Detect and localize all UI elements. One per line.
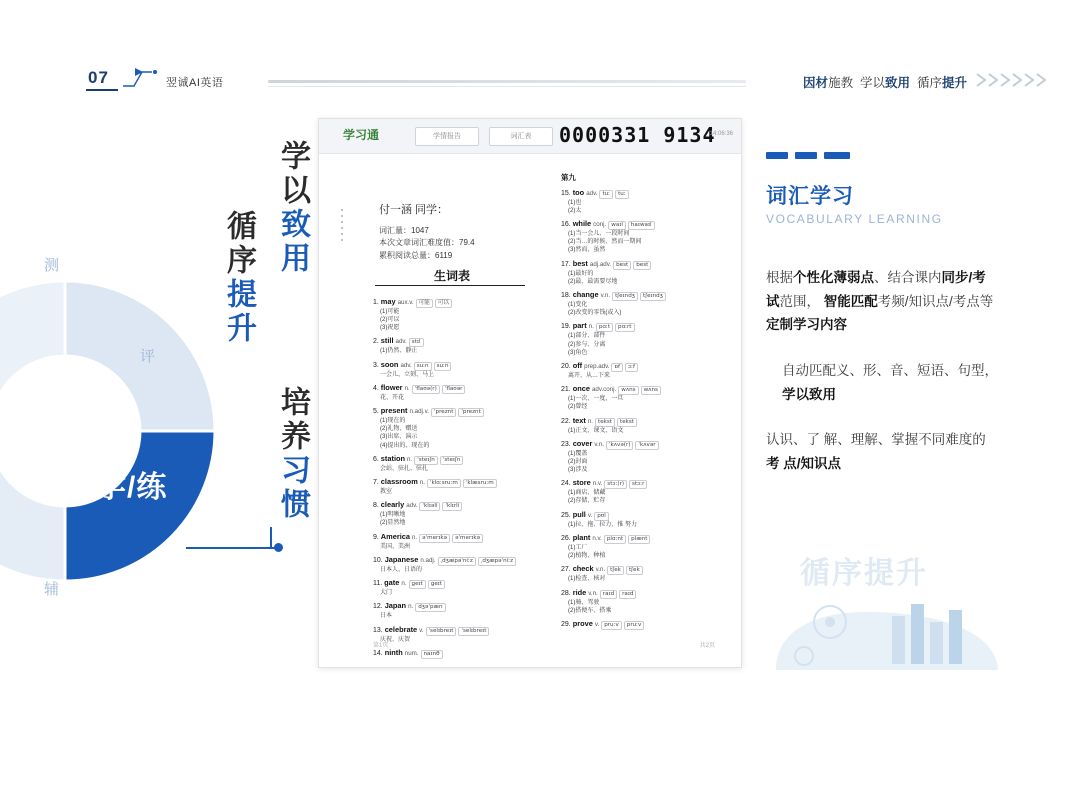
body-text: 范围， (779, 293, 824, 309)
word-meaning: (1)明晰地 (380, 512, 406, 519)
word-meaning: (1)正文、课文、语文 (568, 427, 624, 434)
section-title: 词汇学习 (766, 185, 854, 208)
word-entry (561, 439, 741, 474)
emphasis-text: 个性化薄弱点 (793, 270, 874, 285)
word-phonetic: ˈpreznt (431, 408, 456, 417)
word-index: 8. (373, 502, 379, 510)
word-term: too (572, 187, 585, 197)
word-phonetic: waɪl (608, 221, 626, 230)
page-number-underline (86, 89, 118, 91)
word-index: 13. (373, 626, 383, 634)
word-phonetic: best (633, 261, 651, 270)
word-term: plant (572, 532, 591, 542)
word-index: 16. (561, 221, 571, 229)
emphasis-text: 同步/考试 (766, 270, 986, 309)
word-phonetic: ˈkʌvər (635, 441, 658, 450)
word-phonetic: tʃek (607, 566, 624, 575)
word-index: 24. (561, 480, 571, 488)
word-pos: prep.adv. (584, 362, 610, 370)
word-phonetic: tuː (615, 190, 629, 199)
word-entry (373, 500, 553, 527)
slogan-dot (274, 543, 283, 552)
word-pos: v.n. (600, 292, 611, 300)
word-index: 26. (561, 534, 571, 542)
word-pos: n. (587, 417, 594, 425)
word-pos: n.v. (592, 480, 603, 488)
word-index: 28. (561, 589, 571, 597)
word-pos: n. (408, 603, 414, 611)
word-index: 10. (373, 556, 383, 564)
word-meaning: (2)显然地 (380, 520, 406, 527)
dash-2 (795, 152, 817, 159)
word-index: 6. (373, 455, 379, 463)
word-meaning: 花、开花 (380, 394, 405, 401)
word-phonetic: ɒf (611, 363, 623, 372)
stat-total-reading: 累积阅读总量：6119 (379, 250, 453, 260)
word-phonetic: pruːv (601, 621, 622, 630)
emphasis-text: 考 点/知识点 (766, 455, 842, 471)
word-pos: adv. (395, 338, 407, 346)
word-meaning: (2)最、最需要尽地 (568, 278, 618, 285)
word-term: store (572, 478, 591, 488)
word-phonetic: ˈsteɪʃn (440, 456, 464, 465)
word-index: 22. (561, 417, 571, 425)
word-term: off (572, 360, 583, 370)
word-meaning: 日本人、日语的 (380, 566, 423, 573)
word-meaning: 日本 (380, 613, 393, 620)
header-rule (268, 80, 746, 83)
word-phonetic: ˌdʒæpəˈniːz (438, 557, 476, 566)
word-entry (561, 290, 741, 317)
word-phonetic: ˈklɪrli (442, 502, 462, 511)
emphasis-text: 定制学习内容 (766, 317, 847, 333)
word-pos: aux.v. (397, 299, 414, 306)
slogan-line-3: 培养习惯 (276, 386, 309, 522)
word-pos: n. (588, 323, 594, 331)
word-entry (373, 578, 553, 597)
word-term: prove (572, 618, 593, 628)
word-pos: num. (404, 650, 419, 658)
word-index: 29. (561, 620, 571, 628)
word-entry (373, 555, 553, 574)
word-term: part (572, 321, 587, 331)
word-meaning: (1)拉、拖、拉力、推 努力 (568, 521, 638, 528)
word-index: 20. (561, 362, 571, 370)
word-index: 1. (373, 299, 379, 306)
word-meaning: (2)太 (568, 208, 582, 215)
word-term: station (380, 453, 406, 463)
word-index: 19. (561, 323, 571, 331)
word-term: ninth (384, 648, 403, 658)
word-phonetic: ˈklæsruːm (463, 479, 497, 488)
word-meaning: (3)涉及 (568, 466, 588, 473)
word-term: once (572, 384, 590, 394)
word-meaning: (1)部分、部件 (568, 333, 606, 340)
donut-label-ping: 评 (140, 348, 158, 365)
word-meaning: (1)现在的 (380, 418, 406, 425)
word-index: 17. (561, 260, 571, 268)
word-entry (561, 619, 741, 630)
emphasis-text: 学以致用 (782, 386, 836, 402)
body-text: 认识、了 解、理解、掌握不同难度的 (766, 432, 986, 448)
word-term: soon (380, 359, 399, 369)
word-index: 7. (373, 479, 379, 487)
word-meaning: (1)覆盖 (568, 450, 588, 457)
word-entry (373, 601, 553, 620)
report-sheet (327, 155, 733, 659)
word-entry (561, 219, 741, 254)
word-phonetic: tʃeɪndʒ (612, 292, 638, 301)
word-pos: n.v. (592, 534, 602, 542)
word-phonetic: wʌns (641, 386, 661, 395)
slogan-underline (186, 547, 278, 549)
section-paragraph (766, 266, 998, 337)
screenshot-logo: 学习通 (343, 128, 380, 142)
body-text: 根据 (766, 270, 793, 285)
word-pos: adv. (406, 502, 418, 510)
chevron-right-icon (975, 70, 1055, 90)
word-entry (561, 321, 741, 356)
word-pos: v. (594, 620, 600, 628)
report-screenshot (318, 118, 742, 668)
word-phonetic: ˈklɪəli (419, 502, 440, 511)
word-phonetic: plɑːnt (604, 535, 626, 544)
word-phonetic: tekst (595, 418, 615, 427)
word-term: clearly (380, 500, 405, 510)
word-phonetic: əˈmerɪkə (452, 534, 483, 543)
emphasis-text: 智能匹配 (823, 293, 878, 309)
word-index: 2. (373, 338, 379, 346)
word-index: 27. (561, 566, 571, 574)
word-phonetic: stɪl (409, 338, 424, 347)
word-entry (373, 336, 553, 355)
word-meaning: (2)当…的时候、然而一期间 (568, 239, 642, 246)
word-meaning: (1)骑、驾驶 (568, 599, 600, 606)
word-phonetic: ɡeɪt (428, 580, 445, 589)
word-phonetic: ˌdʒæpəˈniːz (478, 557, 516, 566)
word-phonetic: 可以 (435, 299, 452, 308)
word-meaning: (1)当一会儿、一段时间 (568, 231, 630, 238)
word-phonetic: ɡeɪt (409, 580, 426, 589)
word-index: 9. (373, 533, 379, 541)
word-index: 18. (561, 292, 571, 300)
word-meaning: (3)祝愿 (380, 325, 400, 332)
word-meaning: 庆祝、庆贺 (380, 636, 411, 643)
word-phonetic: suːn (434, 362, 452, 371)
word-meaning: 大门 (380, 590, 393, 597)
cycle-donut-chart (0, 276, 220, 586)
word-term: classroom (380, 477, 418, 487)
donut-center-label: 学/练 (96, 471, 168, 504)
word-phonetic: pɑːt (596, 323, 613, 332)
word-phonetic: 可能 (416, 299, 433, 308)
section-paragraph (766, 428, 998, 475)
word-entry (561, 478, 741, 505)
word-phonetic: stɔː(r) (604, 480, 627, 489)
word-phonetic: raɪd (600, 590, 617, 599)
word-index: 3. (373, 361, 379, 369)
word-phonetic: suːn (414, 362, 432, 371)
word-phonetic: ɔːf (625, 363, 638, 372)
brand-name: 翌诚AI英语 (166, 77, 224, 89)
word-entry (561, 259, 741, 286)
page-number: 07 (88, 68, 109, 87)
word-pos: v.n. (588, 589, 598, 597)
word-entry (373, 360, 553, 379)
word-meaning: (3)角色 (568, 349, 588, 356)
word-term: still (380, 336, 394, 346)
word-entry (561, 361, 741, 380)
word-meaning: 美国、美洲 (380, 543, 411, 550)
word-meaning: (4)提出的、现在的 (380, 442, 430, 449)
word-pos: v.n. (594, 440, 604, 448)
screenshot-time: 14:06:36 (709, 131, 733, 137)
screenshot-chip-1[interactable]: 学情报告 (415, 127, 479, 146)
word-meaning: (1)也 (568, 199, 582, 206)
word-entry (561, 588, 741, 615)
word-pos: n.adj. (420, 556, 436, 564)
word-phonetic: ˈselɪbreɪt (458, 627, 489, 636)
sheet-footer-right: 共2页 (699, 643, 715, 649)
stat-difficulty: 本次文章词汇难度值：79.4 (379, 238, 475, 248)
word-phonetic: pruːv (624, 621, 645, 630)
word-phonetic: ˈflaʊər (442, 385, 466, 394)
section-dashes (766, 146, 857, 164)
student-stats (379, 225, 475, 262)
word-meaning: 教室 (380, 489, 393, 496)
word-index: 11. (373, 580, 383, 588)
word-entry (561, 564, 741, 583)
word-phonetic: ˈkʌvə(r) (606, 441, 634, 450)
word-meaning: (1)变化 (568, 302, 588, 309)
word-term: cover (572, 438, 593, 448)
word-phonetic: tʃeɪndʒ (640, 292, 666, 301)
word-entry (561, 416, 741, 435)
word-term: text (572, 415, 586, 425)
section-body (766, 266, 998, 497)
stat-vocab: 词汇量：1047 (379, 226, 429, 235)
donut-label-fu: 辅 (44, 581, 62, 598)
header-tagline: 因材施教 学以致用 循序提升 (803, 76, 967, 90)
word-meaning: (2)礼物、赠送 (380, 426, 418, 433)
word-entry (561, 533, 741, 560)
body-text: 考频/知识点/考点等 (877, 293, 994, 309)
word-pos: n. (419, 479, 425, 487)
word-index: 5. (373, 408, 379, 416)
word-pos: n. (404, 384, 410, 392)
word-meaning: (1)仍然、静止 (380, 348, 418, 355)
word-meaning: (3)然而、虽然 (568, 247, 606, 254)
word-term: may (380, 297, 396, 306)
slogan-line-1: 学以致用 (276, 140, 309, 276)
word-term: Japan (384, 601, 407, 611)
word-index: 12. (373, 603, 383, 611)
word-pos: adj.adv. (589, 260, 612, 268)
header-rule-thin (268, 86, 746, 87)
word-entry (561, 188, 741, 215)
word-phonetic: stɔːr (629, 480, 647, 489)
word-entry (373, 532, 553, 551)
word-term: check (572, 564, 594, 574)
word-meaning: (1)检查、核对 (568, 576, 606, 583)
word-phonetic: pɑːrt (615, 323, 634, 332)
word-pos: v. (587, 511, 593, 519)
word-phonetic: wʌns (618, 386, 638, 395)
word-entry (373, 297, 553, 332)
word-term: change (572, 290, 599, 300)
word-meaning: (2)封面 (568, 458, 588, 465)
word-entry (373, 406, 553, 449)
word-meaning: (2)参与、分离 (568, 341, 606, 348)
word-meaning: (1)最好的 (568, 270, 594, 277)
screenshot-serial: 0000331 9134 (559, 123, 716, 147)
slogan-line-2: 循序提升 (222, 210, 255, 346)
word-pos: n. (401, 580, 407, 588)
word-meaning: (1)可能 (380, 308, 400, 315)
word-meaning: (1)商店、储藏 (568, 490, 606, 497)
word-meaning: (2)可以 (380, 317, 400, 324)
word-phonetic: pʊl (594, 512, 609, 521)
word-entry (373, 477, 553, 496)
word-entry (373, 648, 553, 659)
word-entry (373, 454, 553, 473)
word-meaning: 离开、从…下来 (568, 372, 611, 379)
word-meaning: (2)曾经 (568, 404, 588, 411)
word-meaning: 一会儿、立刻、马上 (380, 371, 435, 378)
word-phonetic: ˈsteɪʃn (414, 456, 438, 465)
section-paragraph (782, 359, 998, 406)
word-meaning: (2)改变的零钱(或入) (568, 310, 622, 317)
word-index: 23. (561, 440, 571, 448)
dash-1 (766, 152, 788, 159)
word-index: 25. (561, 511, 571, 519)
word-pos: v.n. (595, 566, 606, 574)
donut-label-ce: 测 (44, 257, 62, 274)
word-term: Japanese (384, 554, 419, 564)
word-phonetic: ˈpreznt (458, 408, 483, 417)
word-phonetic: tekst (617, 418, 637, 427)
word-phonetic: plænt (628, 535, 650, 544)
word-pos: n. (411, 533, 418, 541)
word-meaning: (2)搭便车、搭乘 (568, 607, 612, 614)
word-meaning: (3)出席、演示 (380, 434, 418, 441)
section-subtitle: VOCABULARY LEARNING (766, 212, 943, 226)
word-pos: adv. (400, 361, 412, 369)
word-term: present (380, 406, 408, 416)
word-meaning: (2)存储、贮存 (568, 498, 606, 505)
word-term: America (380, 531, 410, 541)
word-phonetic: ˈflaʊə(r) (412, 385, 440, 394)
word-term: flower (380, 382, 403, 392)
word-phonetic: best (613, 261, 631, 270)
word-term: gate (384, 578, 400, 588)
word-term: 第九 (561, 173, 576, 182)
word-phonetic: tʃek (626, 566, 643, 575)
word-term: celebrate (384, 624, 418, 634)
word-term: best (572, 258, 588, 268)
word-term: pull (572, 509, 586, 519)
word-pos: n.adj.v. (409, 408, 429, 416)
dash-3 (824, 152, 850, 159)
word-meaning: (1)一次、一度、一旦 (568, 396, 624, 403)
decorative-chart-icon (766, 560, 1006, 690)
word-meaning: (1)工厂 (568, 544, 588, 551)
wordlist-column-left (373, 297, 553, 663)
word-index: 4. (373, 384, 379, 392)
word-entry (373, 625, 553, 644)
student-name: 付一涵 同学： (379, 204, 449, 216)
word-phonetic: ˈselɪbreɪt (426, 627, 457, 636)
wordlist-title: 生词表 (433, 269, 470, 283)
word-index: 15. (561, 189, 571, 197)
word-term: ride (572, 587, 587, 597)
word-pos: v. (419, 626, 424, 634)
word-phonetic: tuː (599, 190, 613, 199)
word-entry (561, 173, 741, 184)
screenshot-chip-2[interactable]: 词汇表 (489, 127, 553, 146)
word-phonetic: naɪnθ (421, 650, 443, 659)
word-entry (561, 384, 741, 411)
watermark-text: 循序提升 (800, 557, 928, 590)
word-pos: adv.conj. (591, 386, 617, 394)
slogan-tick (270, 527, 272, 549)
word-phonetic: haɪwaɪl (628, 221, 655, 230)
body-text: 自动匹配义、形、音、短语、句型， (782, 362, 998, 378)
word-pos: n. (407, 455, 413, 463)
word-phonetic: əˈmerɪkə (419, 534, 450, 543)
word-pos: conj. (593, 221, 607, 229)
word-phonetic: ˈklɑːsruːm (427, 479, 461, 488)
word-term: while (572, 219, 592, 229)
wordlist-title-rule (375, 285, 525, 286)
word-meaning: (2)植物、种植 (568, 552, 606, 559)
word-entry (373, 383, 553, 402)
word-index: 14. (373, 650, 383, 658)
drag-handle-icon[interactable] (339, 207, 347, 221)
word-index: 21. (561, 386, 571, 394)
brand-mark-icon (122, 66, 164, 90)
sheet-footer-left: 第1页 (373, 643, 389, 649)
body-text: 、结合课内 (874, 270, 942, 285)
wordlist-column-right (561, 173, 741, 634)
word-entry (561, 510, 741, 529)
word-meaning: 会站、驻扎、驻扎 (380, 465, 429, 472)
word-phonetic: raɪd (619, 590, 636, 599)
word-pos: adv. (586, 189, 598, 197)
word-phonetic: dʒəˈpæn (415, 603, 445, 612)
